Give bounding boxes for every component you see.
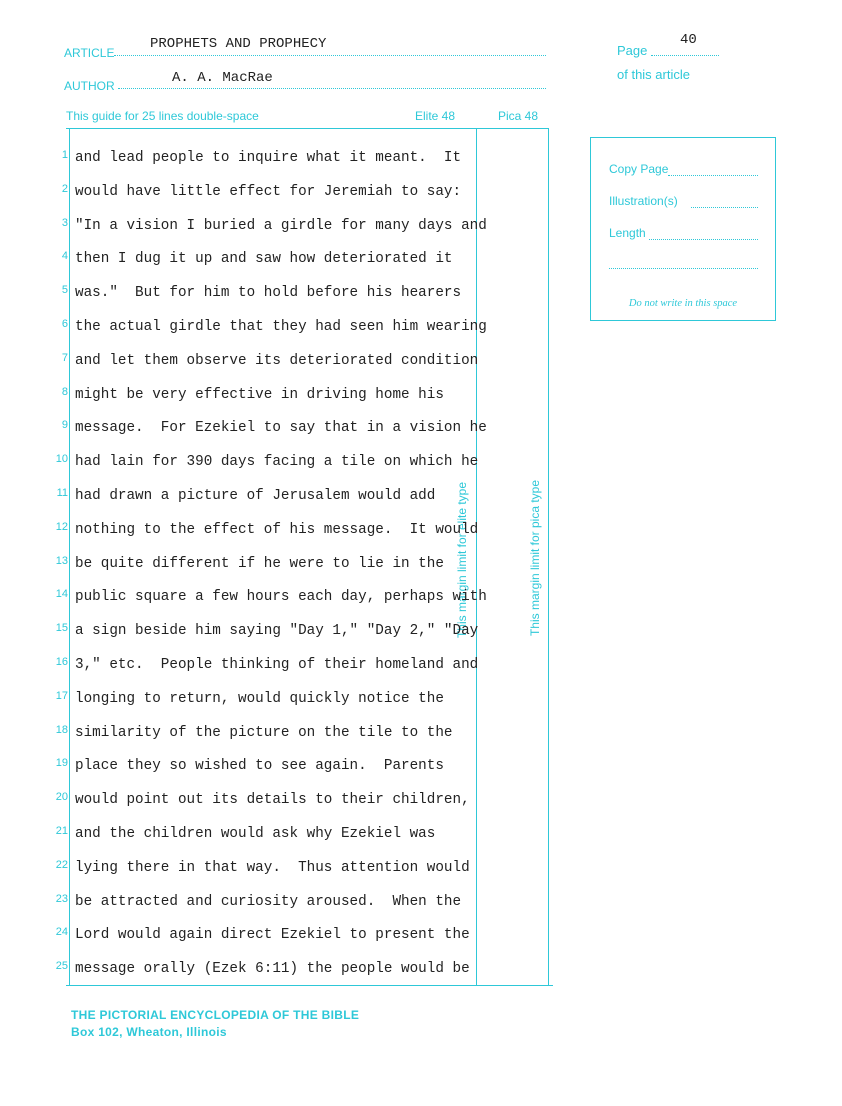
guide-text: This guide for 25 lines double-space — [66, 109, 259, 123]
line-number: 9 — [61, 419, 68, 432]
typed-line: similarity of the picture on the tile to the — [75, 724, 453, 741]
blank-dots — [609, 268, 758, 269]
typed-line: and the children would ask why Ezekiel was — [75, 826, 436, 842]
pica-margin-rule — [548, 128, 549, 985]
line-number: 5 — [61, 284, 68, 297]
illustrations-label: Illustration(s) — [609, 194, 678, 208]
typed-line: might be very effective in driving home his — [75, 386, 444, 403]
length-label: Length — [609, 226, 646, 240]
pica-label: Pica 48 — [498, 109, 539, 123]
line-number: 14 — [55, 588, 68, 601]
line-number: 3 — [61, 216, 68, 229]
line-number: 8 — [61, 385, 68, 398]
line-number: 6 — [61, 318, 68, 330]
line-number: 2 — [61, 182, 68, 195]
typed-line: message orally (Ezek 6:11) the people would be — [75, 961, 470, 978]
elite-label: Elite 48 — [415, 109, 456, 123]
typed-line: 3," etc. People thinking of their homeland and — [75, 657, 479, 673]
do-not-write-note: Do not write in this space — [628, 298, 738, 309]
page-label: Page — [617, 43, 648, 58]
typed-line: message. For Ezekiel to say that in a vision he — [75, 420, 487, 437]
line-number: 22 — [55, 858, 68, 871]
line-number: 23 — [55, 892, 68, 905]
typed-line: place they so wished to see again. Parents — [75, 758, 444, 775]
line-number: 19 — [55, 757, 68, 770]
line-number: 24 — [55, 926, 68, 939]
frame-bottom-rule — [66, 985, 553, 986]
frame-left-rule — [69, 128, 70, 985]
typed-line: "In a vision I buried a girdle for many days and — [75, 217, 487, 234]
pica-margin-text: This margin limit for pica type — [528, 479, 542, 637]
copy-page-dots — [668, 175, 758, 176]
author-name: A. A. MacRae — [172, 70, 273, 86]
line-number: 16 — [55, 656, 68, 668]
line-number: 17 — [55, 689, 68, 702]
typed-line: be quite different if he were to lie in the — [75, 555, 444, 572]
copy-page-label: Copy Page — [609, 162, 669, 176]
typed-line: the actual girdle that they had seen him wearing — [75, 319, 487, 335]
typed-line: and lead people to inquire what it meant. It — [75, 150, 462, 166]
author-dotted-line — [118, 88, 546, 89]
typed-line: would point out its details to their children, — [75, 792, 470, 809]
article-dotted-line — [114, 55, 546, 56]
author-label: AUTHOR — [64, 79, 115, 93]
line-number: 13 — [55, 554, 68, 567]
line-number: 12 — [55, 520, 68, 533]
publication-address: Box 102, Wheaton, Illinois — [71, 1025, 227, 1039]
typed-line: a sign beside him saying "Day 1," "Day 2," "Day — [75, 623, 479, 640]
line-number: 7 — [61, 351, 68, 364]
line-number: 25 — [55, 960, 68, 973]
typed-line: was." But for him to hold before his hearers — [75, 285, 462, 302]
typed-line: longing to return, would quickly notice the — [75, 690, 444, 707]
line-number: 11 — [56, 487, 68, 499]
line-number: 4 — [61, 250, 68, 263]
line-number: 15 — [55, 622, 68, 635]
line-number: 18 — [55, 723, 68, 736]
line-number: 21 — [55, 825, 68, 837]
page-dotted-line — [651, 55, 719, 56]
elite-margin-rule — [476, 128, 477, 985]
line-number: 1 — [61, 149, 68, 161]
typed-line: and let them observe its deteriorated condition — [75, 352, 479, 369]
publication-title: THE PICTORIAL ENCYCLOPEDIA OF THE BIBLE — [71, 1008, 360, 1022]
page-number: 40 — [680, 32, 697, 48]
length-dots — [649, 239, 758, 240]
illustrations-dots — [691, 207, 758, 208]
of-this-article-label: of this article — [617, 67, 690, 82]
article-title: PROPHETS AND PROPHECY — [150, 36, 327, 52]
typed-line: had lain for 390 days facing a tile on which he — [75, 454, 479, 471]
article-label: ARTICLE — [64, 46, 115, 60]
typed-line: would have little effect for Jeremiah to say: — [75, 183, 462, 200]
typed-line: had drawn a picture of Jerusalem would add — [75, 488, 436, 504]
line-number: 10 — [55, 453, 68, 466]
line-number: 20 — [55, 791, 68, 804]
typed-line: Lord would again direct Ezekiel to present the — [75, 927, 470, 944]
elite-margin-text: This margin limit for elite type — [455, 481, 469, 639]
office-use-box — [590, 137, 776, 321]
typed-line: lying there in that way. Thus attention would — [75, 859, 470, 876]
typed-line: then I dug it up and saw how deteriorated it — [75, 251, 453, 268]
typed-line: public square a few hours each day, perhaps with — [75, 589, 487, 606]
typed-line: nothing to the effect of his message. It would — [75, 521, 479, 538]
typed-line: be attracted and curiosity aroused. When the — [75, 893, 462, 910]
